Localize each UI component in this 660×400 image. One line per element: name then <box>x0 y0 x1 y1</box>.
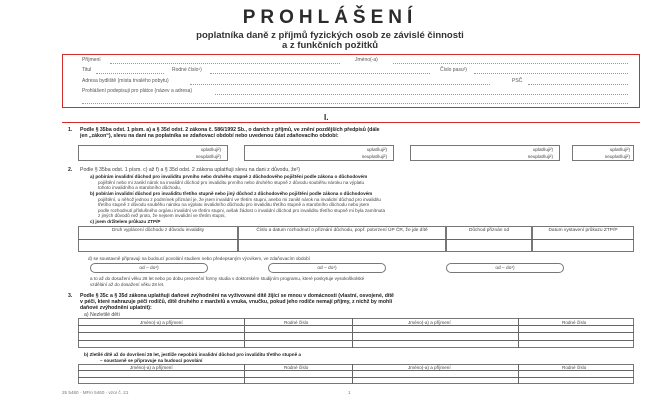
b-col-divider-3 <box>518 364 519 384</box>
ztp-header-2: Číslo a datum rozhodnutí o přiznání důchodu, popř. potvrzení ÚP ČR, že jde dítě <box>256 228 428 233</box>
minor-col-id-1: Rodné číslo <box>284 319 309 325</box>
minor-col-name-2: Jméno(-a) a příjmení <box>408 319 451 325</box>
claim-box-3[interactable] <box>410 145 560 161</box>
item-1-number: 1. <box>68 127 73 133</box>
reason-b-line-4: podle rozhodnutí příslušného orgánu invalidní ve třetím stupni, avšak žádost o invalidní důchod pro invaliditu třetího stupně mi byla zamítnuta <box>98 207 386 213</box>
claim-box-3-no: neuplatňuji²) <box>527 154 553 159</box>
col-divider-3 <box>518 318 519 348</box>
claim-box-2[interactable] <box>244 145 394 161</box>
ztp-header-1: Druh vyplácení důchodu z důvodu invalidity <box>111 228 205 233</box>
minor-col-name-1: Jméno(-a) a příjmení <box>140 319 183 325</box>
page-number: 1 <box>348 390 351 395</box>
address-label: Adresa bydliště (místa trvalého pobytu) <box>82 78 169 84</box>
title-field[interactable] <box>96 73 164 74</box>
birth-number-field[interactable] <box>210 73 430 74</box>
study-note-1: a to až do dosažení věku 26 let nebo po dobu prezenční formy studia v doktorském studijním programu, které poskytuje vysokoškolské <box>90 276 365 281</box>
adult-col-id-2: Rodné číslo <box>562 364 587 370</box>
form-code: 25 5460 · MFin 5460 · vzor č. 21 <box>62 390 129 395</box>
reason-b-line-5: z jiných důvodů než proto, že nejsem invalidní ve třetím stupni, <box>98 213 226 218</box>
item-3-text-2: v péči, které nahrazuje péči rodičů, dítě druhého z manželů a vnuka, vnučku, pokud jeho rodiče nemají příjmy, z nichž by mohli <box>80 299 393 305</box>
reason-a-line-3: tohoto invalidního a starobního důchodu, <box>98 185 182 190</box>
adult-child-line-2: – soustavně se připravuje na budoucí povolání <box>100 357 203 363</box>
item-2-number: 2. <box>68 167 73 173</box>
claim-box-2-yes: uplatňuji²) <box>366 147 387 152</box>
study-period-1[interactable]: od – do¹) <box>90 263 208 273</box>
title-label: Titul <box>82 67 92 73</box>
subtitle-line-2: a z funkčních požitků <box>281 40 379 51</box>
b-col-divider-2 <box>352 364 353 384</box>
reason-d: d) se soustavně připravuji na budoucí povolání studiem nebo předepsaným výcvikem, ve zdaňovacím období <box>88 256 310 261</box>
ztp-header-4: Datum vystavení průkazu ZTP/P <box>548 228 618 233</box>
adult-children-header-divider <box>78 370 634 371</box>
postcode-label: PSČ <box>512 78 523 84</box>
study-period-3[interactable]: od – do¹) <box>446 263 564 273</box>
b-col-divider-1 <box>244 364 245 384</box>
reason-b-line-1: b) pobírám invalidní důchod pro invaliditu třetího stupně nebo jiný důchod z důchodového pojištění podle zákona o důchodovém <box>90 191 373 196</box>
claim-box-4[interactable] <box>572 145 634 161</box>
item-3-text-1: Podle § 35c a § 35d zákona uplatňuji daňové zvýhodnění na vyživované dítě žijící se mnou v domácnosti (vlastní, osvojené, dítě <box>80 293 394 299</box>
employer-field[interactable] <box>215 94 628 95</box>
item-2-text: Podle § 35ba odst. 1 písm. c) až f) a § 35d odst. 2 zákona uplatňuji slevu na dani z důvodu, že²) <box>80 167 301 173</box>
item-3-text-3: daňové zvýhodnění uplatnit): <box>80 305 152 311</box>
minor-col-id-2: Rodné číslo <box>562 319 587 325</box>
claim-box-1-yes: uplatňuji²) <box>200 147 221 152</box>
subtitle-line-1: poplatníka daně z příjmů fyzických osob ze závislé činnosti <box>196 30 464 41</box>
ztp-header-3: Důchod přiznán od <box>468 228 510 233</box>
claim-box-1-no: neuplatňuji²) <box>195 154 221 159</box>
col-divider-2 <box>352 318 353 348</box>
reason-b-line-2: pojištění, u něhož jednou z podmínek přiznání je, že jsem invalidní ve třetím stupni, anebo mi zanikl nárok na invalidní důchod pro invaliditu <box>98 196 381 202</box>
reason-a-line-1: a) pobírám invalidní důchod pro invaliditu prvního nebo druhého stupně z důchodového pojištění podle zákona o důchodovém <box>90 174 368 179</box>
surname-field[interactable] <box>110 63 340 64</box>
postcode-field[interactable] <box>528 84 628 85</box>
reason-a-line-2: pojištění nebo mi zanikl nárok na invalidní důchod pro invaliditu prvního nebo druhého stupně z důvodu souběhu nároku na výplatu <box>98 179 365 185</box>
employer-label: Prohlášení podepisuji pro plátce (název a adresa) <box>82 88 193 94</box>
employer-field-2[interactable] <box>82 103 628 104</box>
item-1-text-2: jen „zákon“), slevu na dani na poplatníka se zdaňovací období nebo uvedenou část zdaňovacího období: <box>80 133 339 139</box>
item-1-text-1: Podle § 35ba odst. 1 písm. a) a § 35d odst. 2 zákona č. 586/1992 Sb., o daních z příjmů, ve znění pozdějších předpisů (dále <box>80 127 380 133</box>
adult-col-name-2: Jméno(-a) a příjmení <box>408 364 451 370</box>
adult-col-name-1: Jméno(-a) a příjmení <box>130 364 173 370</box>
section-roman-numeral: I. <box>324 113 329 122</box>
passport-field[interactable] <box>474 73 628 74</box>
given-name-label: Jméno(-a) <box>355 57 378 63</box>
address-field[interactable] <box>190 84 490 85</box>
adult-child-line-1: b) Zletilé dítě až do dovršení 26 let, jestliže nepobírá invalidní důchod pro invaliditu třetího stupně a <box>84 352 301 357</box>
surname-label: Příjmení <box>82 57 101 63</box>
item-3-number: 3. <box>68 293 73 299</box>
minor-children-heading: a) Nezletilé děti <box>84 312 120 318</box>
adult-col-id-1: Rodné číslo <box>284 364 309 370</box>
ztp-table-divider <box>78 239 634 240</box>
minor-children-row-2[interactable] <box>78 340 634 341</box>
claim-box-2-no: neuplatňuji²) <box>361 154 387 159</box>
adult-children-row-1[interactable] <box>78 377 634 378</box>
study-note-2: vzdělání až do dosažení věku 28 let. <box>90 281 165 287</box>
section-divider <box>62 122 640 123</box>
claim-box-1[interactable] <box>78 145 228 161</box>
minor-children-header-divider <box>78 325 634 326</box>
passport-label: Číslo pasu³) <box>440 67 467 73</box>
claim-box-4-no: neuplatňuji²) <box>604 154 630 159</box>
col-divider-1 <box>244 318 245 348</box>
study-period-2[interactable]: od – do¹) <box>268 263 386 273</box>
given-name-field[interactable] <box>393 63 628 64</box>
birth-number-label: Rodné číslo¹) <box>172 67 202 73</box>
reason-c: c) jsem držitelem průkazu ZTP/P <box>90 219 161 224</box>
reason-b-line-3: třetího stupně z důvodu souběhu nároku na výplatu invalidního důchodu pro invaliditu třetího stupně a starobního důchodu nebo jsem <box>98 202 370 207</box>
claim-box-4-yes: uplatňuji²) <box>609 147 630 152</box>
minor-children-row-1[interactable] <box>78 332 634 333</box>
page-title: PROHLÁŠENÍ <box>242 7 418 28</box>
claim-box-3-yes: uplatňuji²) <box>532 147 553 152</box>
